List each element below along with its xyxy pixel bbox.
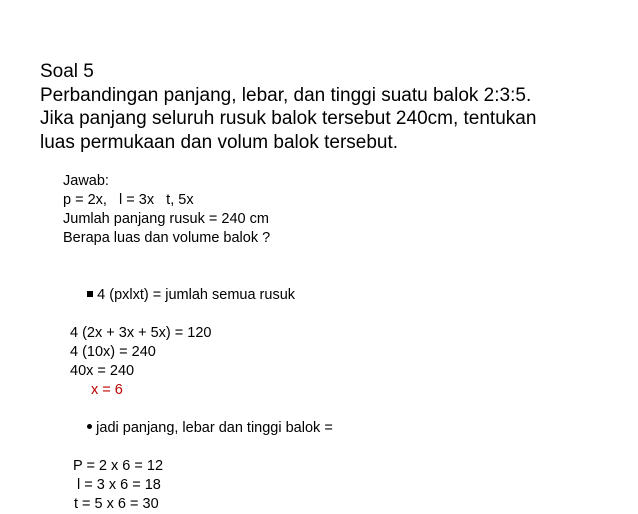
given-line: Jumlah panjang rusuk = 240 cm (63, 211, 269, 227)
step2-line: P = 2 x 6 = 12 (73, 458, 164, 474)
step1-result: x = 6 (91, 382, 123, 398)
step1-label-row (63, 267, 463, 324)
step2-label-row (63, 400, 463, 457)
question-line: luas permukaan dan volum balok tersebut. (40, 131, 399, 153)
question-line: Jika panjang seluruh rusuk balok tersebut 240cm, tentukan (40, 108, 537, 129)
step1-label: 4 (pxlxt) = jumlah semua rusuk (97, 287, 296, 303)
answer-heading: Jawab: (63, 173, 109, 189)
step1-line: 40x = 240 (70, 363, 135, 379)
question-line: Perbandingan panjang, lebar, dan tinggi suatu balok 2:3:5. (40, 84, 532, 106)
round-bullet-icon (87, 424, 92, 429)
question-title: Soal 5 (40, 61, 94, 82)
question-block (40, 60, 620, 154)
spacer (63, 248, 463, 267)
step1-line: 4 (10x) = 240 (70, 344, 156, 360)
given-line: Berapa luas dan volume balok ? (63, 230, 271, 246)
step2-label: jadi panjang, lebar dan tinggi balok = (96, 420, 333, 436)
step1-line: 4 (2x + 3x + 5x) = 120 (70, 325, 212, 341)
answer-block (63, 172, 463, 514)
step2-line: t = 5 x 6 = 30 (74, 496, 159, 512)
square-bullet-icon (87, 291, 93, 297)
given-line: p = 2x, l = 3x t, 5x (63, 192, 194, 208)
step2-line: l = 3 x 6 = 18 (77, 477, 161, 493)
